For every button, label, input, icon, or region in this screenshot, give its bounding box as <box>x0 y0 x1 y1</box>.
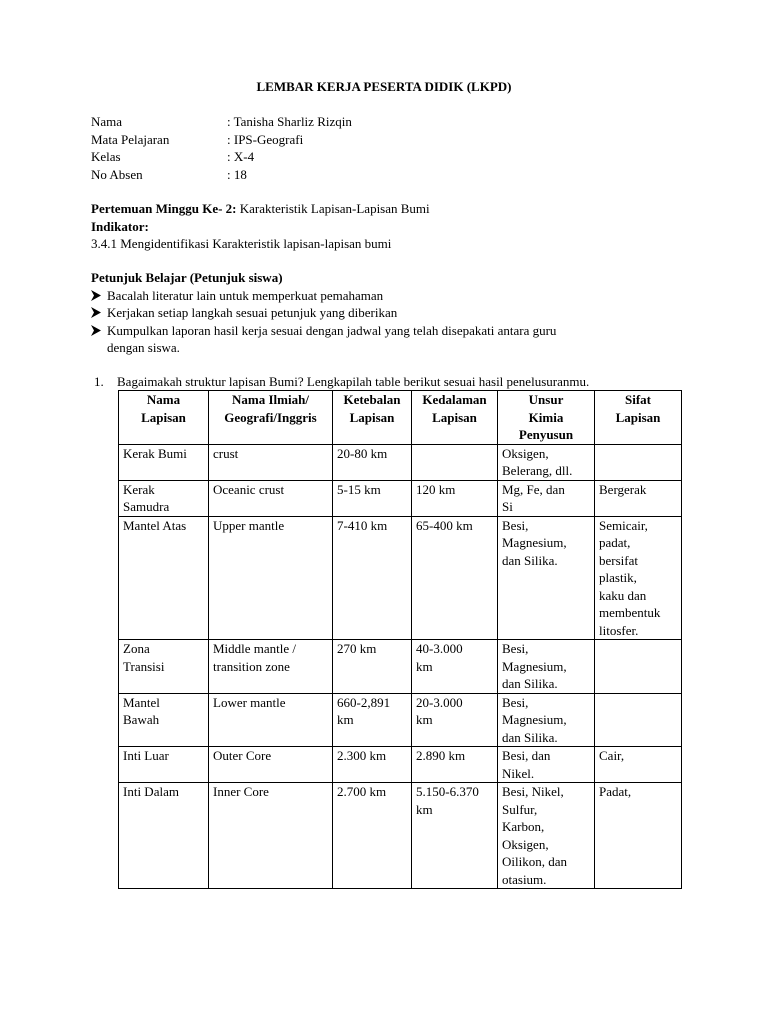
table-body <box>119 444 682 889</box>
table-cell <box>412 747 498 783</box>
cell-line: dan Silika. <box>502 729 558 745</box>
header-line: Lapisan <box>615 409 661 425</box>
header-line: Penyusun <box>518 427 574 442</box>
cell-line: Transisi <box>123 658 165 674</box>
table-cell <box>209 516 333 640</box>
cell-line: km <box>416 658 433 674</box>
earth-layers-table <box>118 390 682 889</box>
meeting-label: Pertemuan Minggu Ke- 2: <box>91 201 237 216</box>
instruction-continuation: dengan siswa. <box>107 340 180 355</box>
cell-line: Middle mantle / <box>213 641 297 656</box>
table-cell <box>498 747 595 783</box>
cell-line: litosfer. <box>599 622 639 638</box>
cell-line: 5-15 km <box>337 481 381 497</box>
table-cell <box>209 480 333 516</box>
instructions-title: Petunjuk Belajar (Petunjuk siswa) <box>91 270 283 285</box>
cell-line: 40-3.000 <box>416 641 463 656</box>
cell-line: 2.700 km <box>337 784 387 799</box>
cell-line: 120 km <box>416 481 456 497</box>
meeting-topic: Karakteristik Lapisan-Lapisan Bumi <box>236 201 430 216</box>
table-cell <box>333 444 412 480</box>
table-cell <box>209 444 333 480</box>
table-row <box>119 516 682 640</box>
header-layer-name <box>119 391 209 445</box>
table-cell <box>333 693 412 747</box>
table-row <box>119 640 682 694</box>
cell-line: Inti Luar <box>123 748 169 763</box>
cell-line: 20-80 km <box>337 445 388 461</box>
identity-row-subject <box>91 131 352 149</box>
cell-line: Zona <box>123 641 150 656</box>
table-row <box>119 480 682 516</box>
table-cell <box>595 640 682 694</box>
cell-line: Besi, dan <box>502 748 551 763</box>
instruction-text: Kerjakan setiap langkah sesuai petunjuk yang diberikan <box>107 305 398 320</box>
header-layer-properties <box>595 391 682 445</box>
table-cell <box>498 444 595 480</box>
cell-line: 270 km <box>337 641 377 656</box>
table-cell <box>333 480 412 516</box>
identity-label: Nama <box>91 114 123 129</box>
cell-line: transition zone <box>213 658 290 674</box>
header-scientific-name <box>209 391 333 445</box>
cell-line: padat, <box>599 535 631 550</box>
cell-line: Besi, <box>502 694 529 710</box>
cell-line: 660-2,891 <box>337 694 391 710</box>
identity-value: : X-4 <box>227 149 255 164</box>
cell-line: membentuk <box>599 605 661 620</box>
table-cell <box>595 747 682 783</box>
table-header-row <box>119 391 682 445</box>
cell-line: Sulfur, <box>502 801 538 817</box>
table-cell <box>209 640 333 694</box>
cell-line: km <box>416 712 433 727</box>
cell-line: 65-400 km <box>416 517 473 533</box>
table-row <box>119 693 682 747</box>
study-instructions <box>91 269 691 357</box>
cell-line: Oksigen, <box>502 445 549 461</box>
cell-line: 7-410 km <box>337 517 388 533</box>
table-cell <box>498 480 595 516</box>
cell-line: Mantel <box>123 694 160 710</box>
cell-line: Bergerak <box>599 481 647 497</box>
table-cell <box>119 480 209 516</box>
cell-line: 5.150-6.370 <box>416 784 479 799</box>
identity-label: Kelas <box>91 149 121 164</box>
indicator-text: 3.4.1 Mengidentifikasi Karakteristik lapisan-lapisan bumi <box>91 236 392 251</box>
identity-value: : 18 <box>227 166 247 182</box>
table-cell <box>498 693 595 747</box>
table-cell <box>595 444 682 480</box>
cell-line: Belerang, dll. <box>502 463 573 478</box>
meeting-line <box>91 200 430 218</box>
instruction-text: Bacalah literatur lain untuk memperkuat pemahaman <box>107 287 384 303</box>
question-1 <box>94 373 589 390</box>
table-cell <box>119 693 209 747</box>
cell-line: Magnesium, <box>502 658 567 674</box>
cell-line: Outer Core <box>213 748 272 763</box>
identity-row-class <box>91 148 352 166</box>
header-line: Nama Ilmiah/ <box>232 392 309 407</box>
cell-line: plastik, <box>599 570 637 585</box>
table-row <box>119 783 682 889</box>
cell-line: Besi, <box>502 517 529 533</box>
header-line: Ketebalan <box>343 392 401 407</box>
arrowhead-bullet-icon <box>91 307 101 318</box>
arrowhead-bullet-icon <box>91 290 101 301</box>
question-number: 1. <box>94 374 104 389</box>
table-cell <box>333 747 412 783</box>
identity-label: No Absen <box>91 166 143 182</box>
table-cell <box>498 640 595 694</box>
indicator-label: Indikator: <box>91 218 149 234</box>
cell-line: 2.890 km <box>416 748 466 763</box>
cell-line: Semicair, <box>599 517 648 533</box>
cell-line: Samudra <box>123 499 170 514</box>
table-cell <box>412 444 498 480</box>
table-cell <box>412 480 498 516</box>
table-cell <box>119 444 209 480</box>
header-line: Kimia <box>528 409 564 425</box>
cell-line: dan Silika. <box>502 552 558 568</box>
cell-line: Lower mantle <box>213 694 286 710</box>
header-line: Lapisan <box>432 409 477 425</box>
cell-line: Besi, Nikel, <box>502 784 564 799</box>
table-cell <box>498 783 595 889</box>
header-line: Kedalaman <box>422 392 487 407</box>
question-text: Bagaimakah struktur lapisan Bumi? Lengkapilah table berikut sesuai hasil penelusuranmu. <box>117 374 590 389</box>
table-cell <box>119 783 209 889</box>
cell-line: Nikel. <box>502 765 535 781</box>
cell-line: Padat, <box>599 784 632 799</box>
table-cell <box>333 640 412 694</box>
instruction-text: Kumpulkan laporan hasil kerja sesuai dengan jadwal yang telah disepakati antara guru <box>107 322 557 338</box>
cell-line: otasium. <box>502 871 547 887</box>
table-cell <box>595 516 682 640</box>
table-cell <box>412 783 498 889</box>
instruction-item <box>91 322 691 340</box>
cell-line: Magnesium, <box>502 712 567 727</box>
header-line: Lapisan <box>349 409 395 425</box>
table-cell <box>412 516 498 640</box>
cell-line: Inner Core <box>213 784 269 799</box>
identity-row-roll-number <box>91 166 352 184</box>
cell-line: crust <box>213 445 239 461</box>
cell-line: Upper mantle <box>213 517 285 533</box>
student-identity <box>91 113 352 183</box>
cell-line: 20-3.000 <box>416 694 463 710</box>
cell-line: km <box>337 712 354 727</box>
instruction-item <box>91 287 691 305</box>
table-cell <box>119 640 209 694</box>
header-thickness <box>333 391 412 445</box>
table-cell <box>412 693 498 747</box>
table-cell <box>209 747 333 783</box>
cell-line: 2.300 km <box>337 748 387 763</box>
identity-row-name <box>91 113 352 131</box>
meeting-section <box>91 200 430 253</box>
cell-line: Bawah <box>123 712 160 727</box>
table-cell <box>333 516 412 640</box>
cell-line: Cair, <box>599 748 625 763</box>
header-depth <box>412 391 498 445</box>
cell-line: Oksigen, <box>502 836 549 852</box>
cell-line: bersifat <box>599 552 638 568</box>
instruction-item <box>91 304 691 322</box>
table-row <box>119 747 682 783</box>
cell-line: Oceanic crust <box>213 481 285 497</box>
cell-line: Si <box>502 499 513 514</box>
cell-line: Karbon, <box>502 819 545 834</box>
header-line: Lapisan <box>141 409 186 425</box>
cell-line: Kerak <box>123 481 155 497</box>
table-cell <box>412 640 498 694</box>
header-chemical-elements <box>498 391 595 445</box>
arrowhead-bullet-icon <box>91 325 101 336</box>
table-cell <box>119 747 209 783</box>
cell-line: Inti Dalam <box>123 784 179 799</box>
header-line: Sifat <box>625 392 651 407</box>
table-row <box>119 444 682 480</box>
table-cell <box>595 693 682 747</box>
table-cell <box>209 783 333 889</box>
table-cell <box>595 480 682 516</box>
header-line: Geografi/Inggris <box>224 409 317 425</box>
cell-line: dan Silika. <box>502 676 558 691</box>
table-cell <box>498 516 595 640</box>
cell-line: Magnesium, <box>502 535 567 550</box>
cell-line: Kerak Bumi <box>123 445 187 461</box>
table-cell <box>595 783 682 889</box>
header-line: Nama <box>146 392 181 407</box>
table-cell <box>119 516 209 640</box>
cell-line: km <box>416 801 433 817</box>
header-line: Unsur <box>528 392 564 407</box>
cell-line: Oilikon, dan <box>502 854 567 869</box>
cell-line: Mantel Atas <box>123 517 187 533</box>
table-cell <box>209 693 333 747</box>
identity-value: : Tanisha Sharliz Rizqin <box>227 114 352 129</box>
worksheet-title: LEMBAR KERJA PESERTA DIDIK (LKPD) <box>256 79 512 94</box>
cell-line: Besi, <box>502 641 529 656</box>
table-cell <box>333 783 412 889</box>
cell-line: kaku dan <box>599 587 647 603</box>
identity-label: Mata Pelajaran <box>91 131 170 147</box>
cell-line: Mg, Fe, dan <box>502 481 565 497</box>
identity-value: : IPS-Geografi <box>227 131 304 147</box>
